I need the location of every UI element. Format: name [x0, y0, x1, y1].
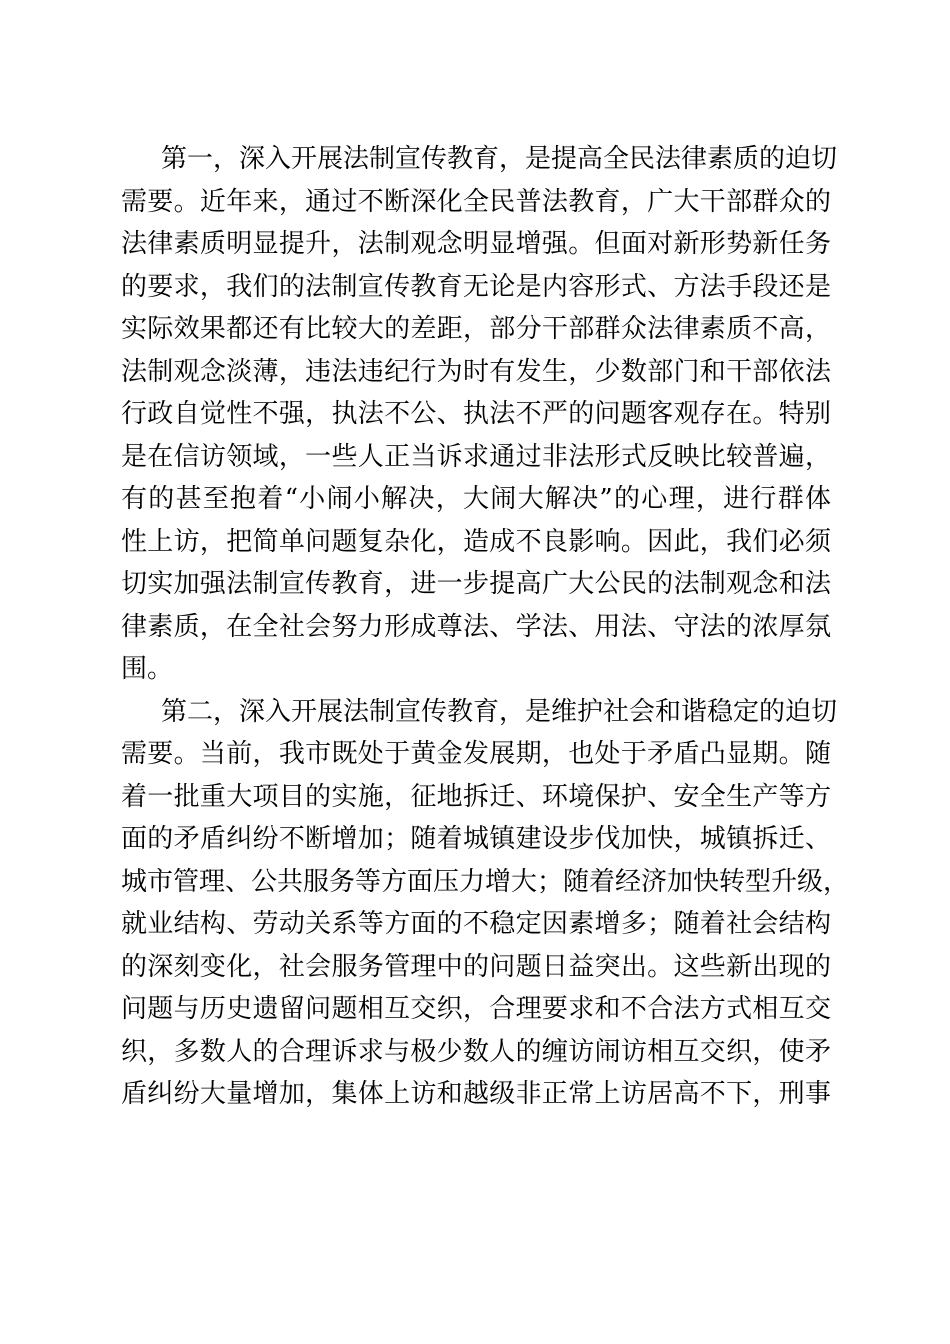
paragraph-1-line-11: 切实加强法制宣传教育，进一步提高广大公民的法制观念和法	[121, 569, 831, 599]
paragraph-1-line-12: 律素质，在全社会努力形成尊法、学法、用法、守法的浓厚氛	[121, 611, 831, 642]
paragraph-1-line-3: 法律素质明显提升，法制观念明显增强。但面对新形势新任务	[121, 229, 831, 259]
paragraph-1-line-9: 有的甚至抱着“小闹小解决，大闹大解决”的心理，进行群体	[121, 484, 831, 514]
paragraph-1-line-10: 性上访，把简单问题复杂化，造成不良影响。因此，我们必须	[121, 526, 831, 557]
paragraph-2-line-9: 织，多数人的合理诉求与极少数人的缠访闹访相互交织，使矛	[121, 1036, 831, 1067]
paragraph-2-line-2: 需要。当前，我市既处于黄金发展期，也处于矛盾凸显期。随	[121, 739, 831, 769]
paragraph-1	[121, 138, 838, 691]
paragraph-1-line-5: 实际效果都还有比较大的差距，部分干部群众法律素质不高，	[121, 314, 831, 344]
paragraph-1-line-7: 行政自觉性不强，执法不公、执法不严的问题客观存在。特别	[121, 399, 831, 429]
paragraph-2-line-1: 第二，深入开展法制宣传教育，是维护社会和谐稳定的迫切	[161, 696, 838, 727]
paragraph-1-line-6: 法制观念淡薄，违法违纪行为时有发生，少数部门和干部依法	[121, 356, 831, 387]
paragraph-2-line-7: 的深刻变化，社会服务管理中的问题日益突出。这些新出现的	[121, 951, 831, 982]
paragraph-2-line-3: 着一批重大项目的实施，征地拆迁、环境保护、安全生产等方	[121, 781, 831, 812]
document-body	[121, 138, 850, 1116]
paragraph-2-line-10: 盾纠纷大量增加，集体上访和越级非正常上访居高不下，刑事	[121, 1079, 831, 1109]
paragraph-1-line-8: 是在信访领域，一些人正当诉求通过非法形式反映比较普遍，	[121, 441, 831, 472]
paragraph-2-line-5: 城市管理、公共服务等方面压力增大；随着经济加快转型升级，	[121, 866, 850, 897]
paragraph-2-line-6: 就业结构、劳动关系等方面的不稳定因素增多；随着社会结构	[121, 909, 831, 939]
paragraph-2	[121, 691, 850, 1116]
paragraph-2-line-4: 面的矛盾纠纷不断增加；随着城镇建设步伐加快，城镇拆迁、	[121, 824, 831, 854]
paragraph-1-line-2: 需要。近年来，通过不断深化全民普法教育，广大干部群众的	[121, 186, 831, 217]
paragraph-2-line-8: 问题与历史遗留问题相互交织，合理要求和不合法方式相互交	[121, 994, 831, 1024]
paragraph-1-line-1: 第一，深入开展法制宣传教育，是提高全民法律素质的迫切	[161, 144, 838, 174]
paragraph-1-line-13: 围。	[121, 654, 174, 684]
paragraph-1-line-4: 的要求，我们的法制宣传教育无论是内容形式、方法手段还是	[121, 271, 831, 302]
